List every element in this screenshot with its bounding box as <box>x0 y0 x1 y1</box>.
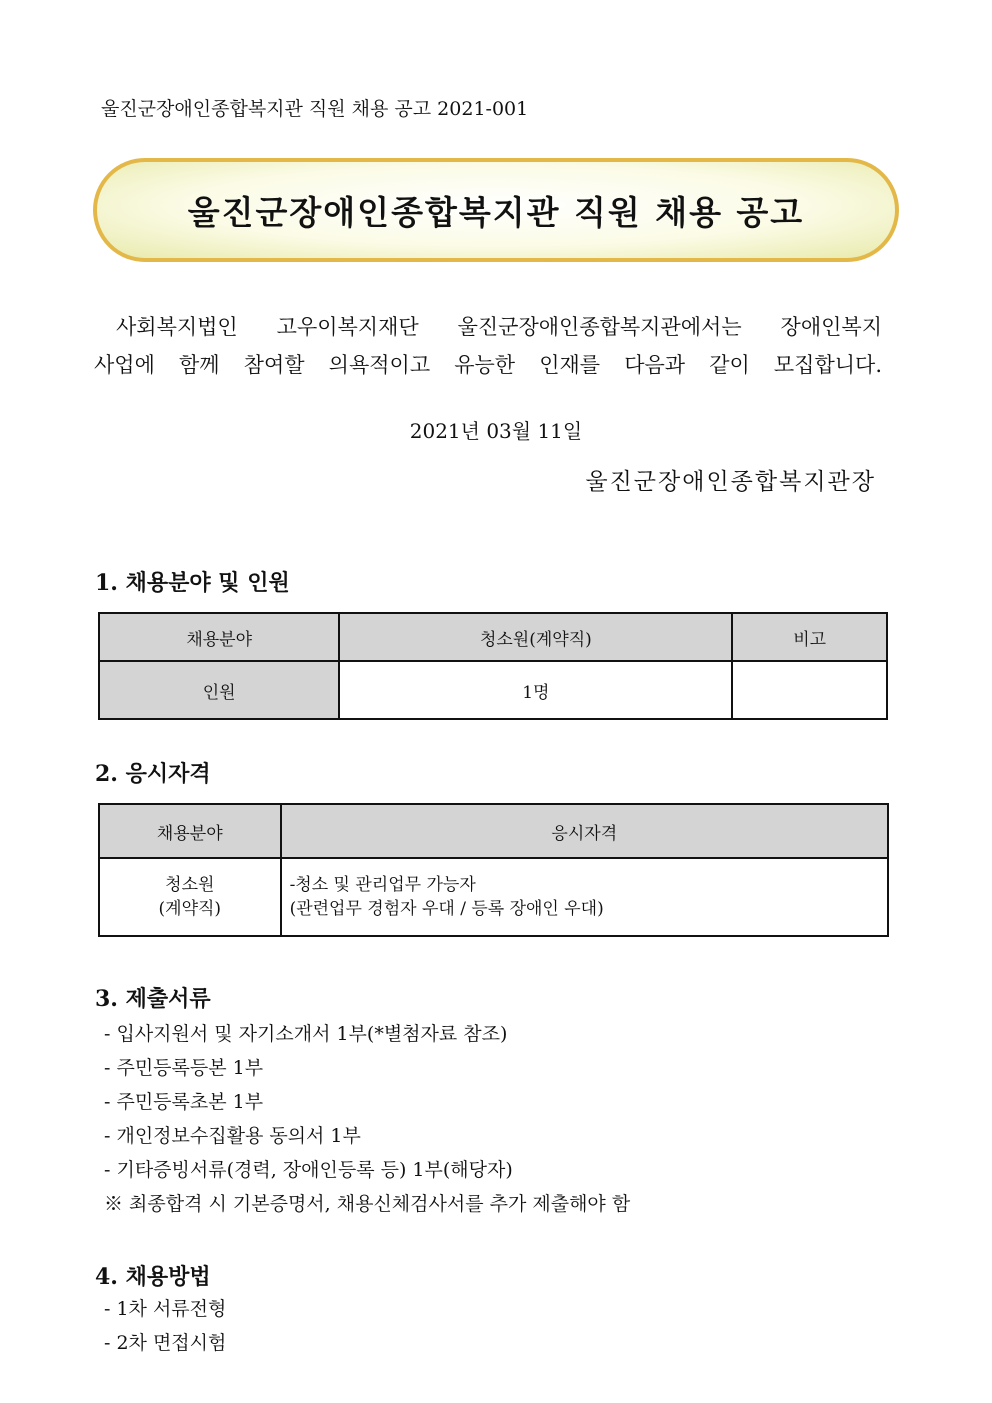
qualification-line-1: -청소 및 관리업무 가능자 <box>289 875 476 895</box>
field-line-1: 청소원 <box>165 875 215 895</box>
table-header-row <box>99 613 887 661</box>
table-cell-qualification <box>281 858 888 936</box>
intro-line-1: 사회복지법인 고우이복지재단 울진군장애인종합복지관에서는 장애인복지 <box>116 315 882 339</box>
table-cell-field <box>99 858 281 936</box>
intro-paragraph <box>94 308 882 384</box>
table-row <box>99 661 887 719</box>
announcement-date: 2021년 03월 11일 <box>409 419 583 443</box>
recruitment-table <box>98 612 888 720</box>
list-item: - 주민등록등본 1부 <box>104 1057 264 1079</box>
signer: 울진군장애인종합복지관장 <box>585 469 876 495</box>
list-item: - 입사지원서 및 자기소개서 1부(*별첨자료 참조) <box>104 1023 508 1045</box>
table-header-cell: 채용분야 <box>99 613 339 661</box>
list-item: - 1차 서류전형 <box>104 1298 227 1320</box>
method-list <box>104 1292 226 1360</box>
title-banner <box>93 158 899 262</box>
list-item: - 2차 면접시험 <box>104 1332 227 1354</box>
section-4-heading: 4. 채용방법 <box>95 1264 211 1290</box>
page-title: 울진군장애인종합복지관 직원 채용 공고 <box>187 192 805 232</box>
table-header-row <box>99 804 888 858</box>
table-cell: 1명 <box>339 661 732 719</box>
table-row <box>99 858 888 936</box>
section-2-heading: 2. 응시자격 <box>95 761 211 787</box>
document-number: 울진군장애인종합복지관 직원 채용 공고 2021-001 <box>101 98 529 120</box>
table-cell <box>732 661 887 719</box>
documents-list <box>104 1017 630 1221</box>
intro-line-2: 사업에 함께 참여할 의욕적이고 유능한 인재를 다음과 같이 모집합니다. <box>94 353 882 377</box>
list-item: - 개인정보수집활용 동의서 1부 <box>104 1125 361 1147</box>
field-line-2: (계약직) <box>158 899 222 919</box>
qualification-line-2: (관련업무 경험자 우대 / 등록 장애인 우대) <box>289 899 604 919</box>
table-header-cell: 청소원(계약직) <box>339 613 732 661</box>
qualification-table <box>98 803 889 937</box>
list-note: ※ 최종합격 시 기본증명서, 채용신체검사서를 추가 제출해야 함 <box>104 1193 631 1215</box>
list-item: - 기타증빙서류(경력, 장애인등록 등) 1부(해당자) <box>104 1159 513 1181</box>
table-header-cell: 응시자격 <box>281 804 888 858</box>
list-item: - 주민등록초본 1부 <box>104 1091 264 1113</box>
section-3-heading: 3. 제출서류 <box>95 986 211 1012</box>
section-1-heading: 1. 채용분야 및 인원 <box>95 570 290 596</box>
table-header-cell: 채용분야 <box>99 804 281 858</box>
table-header-cell: 비고 <box>732 613 887 661</box>
table-cell-label: 인원 <box>99 661 339 719</box>
